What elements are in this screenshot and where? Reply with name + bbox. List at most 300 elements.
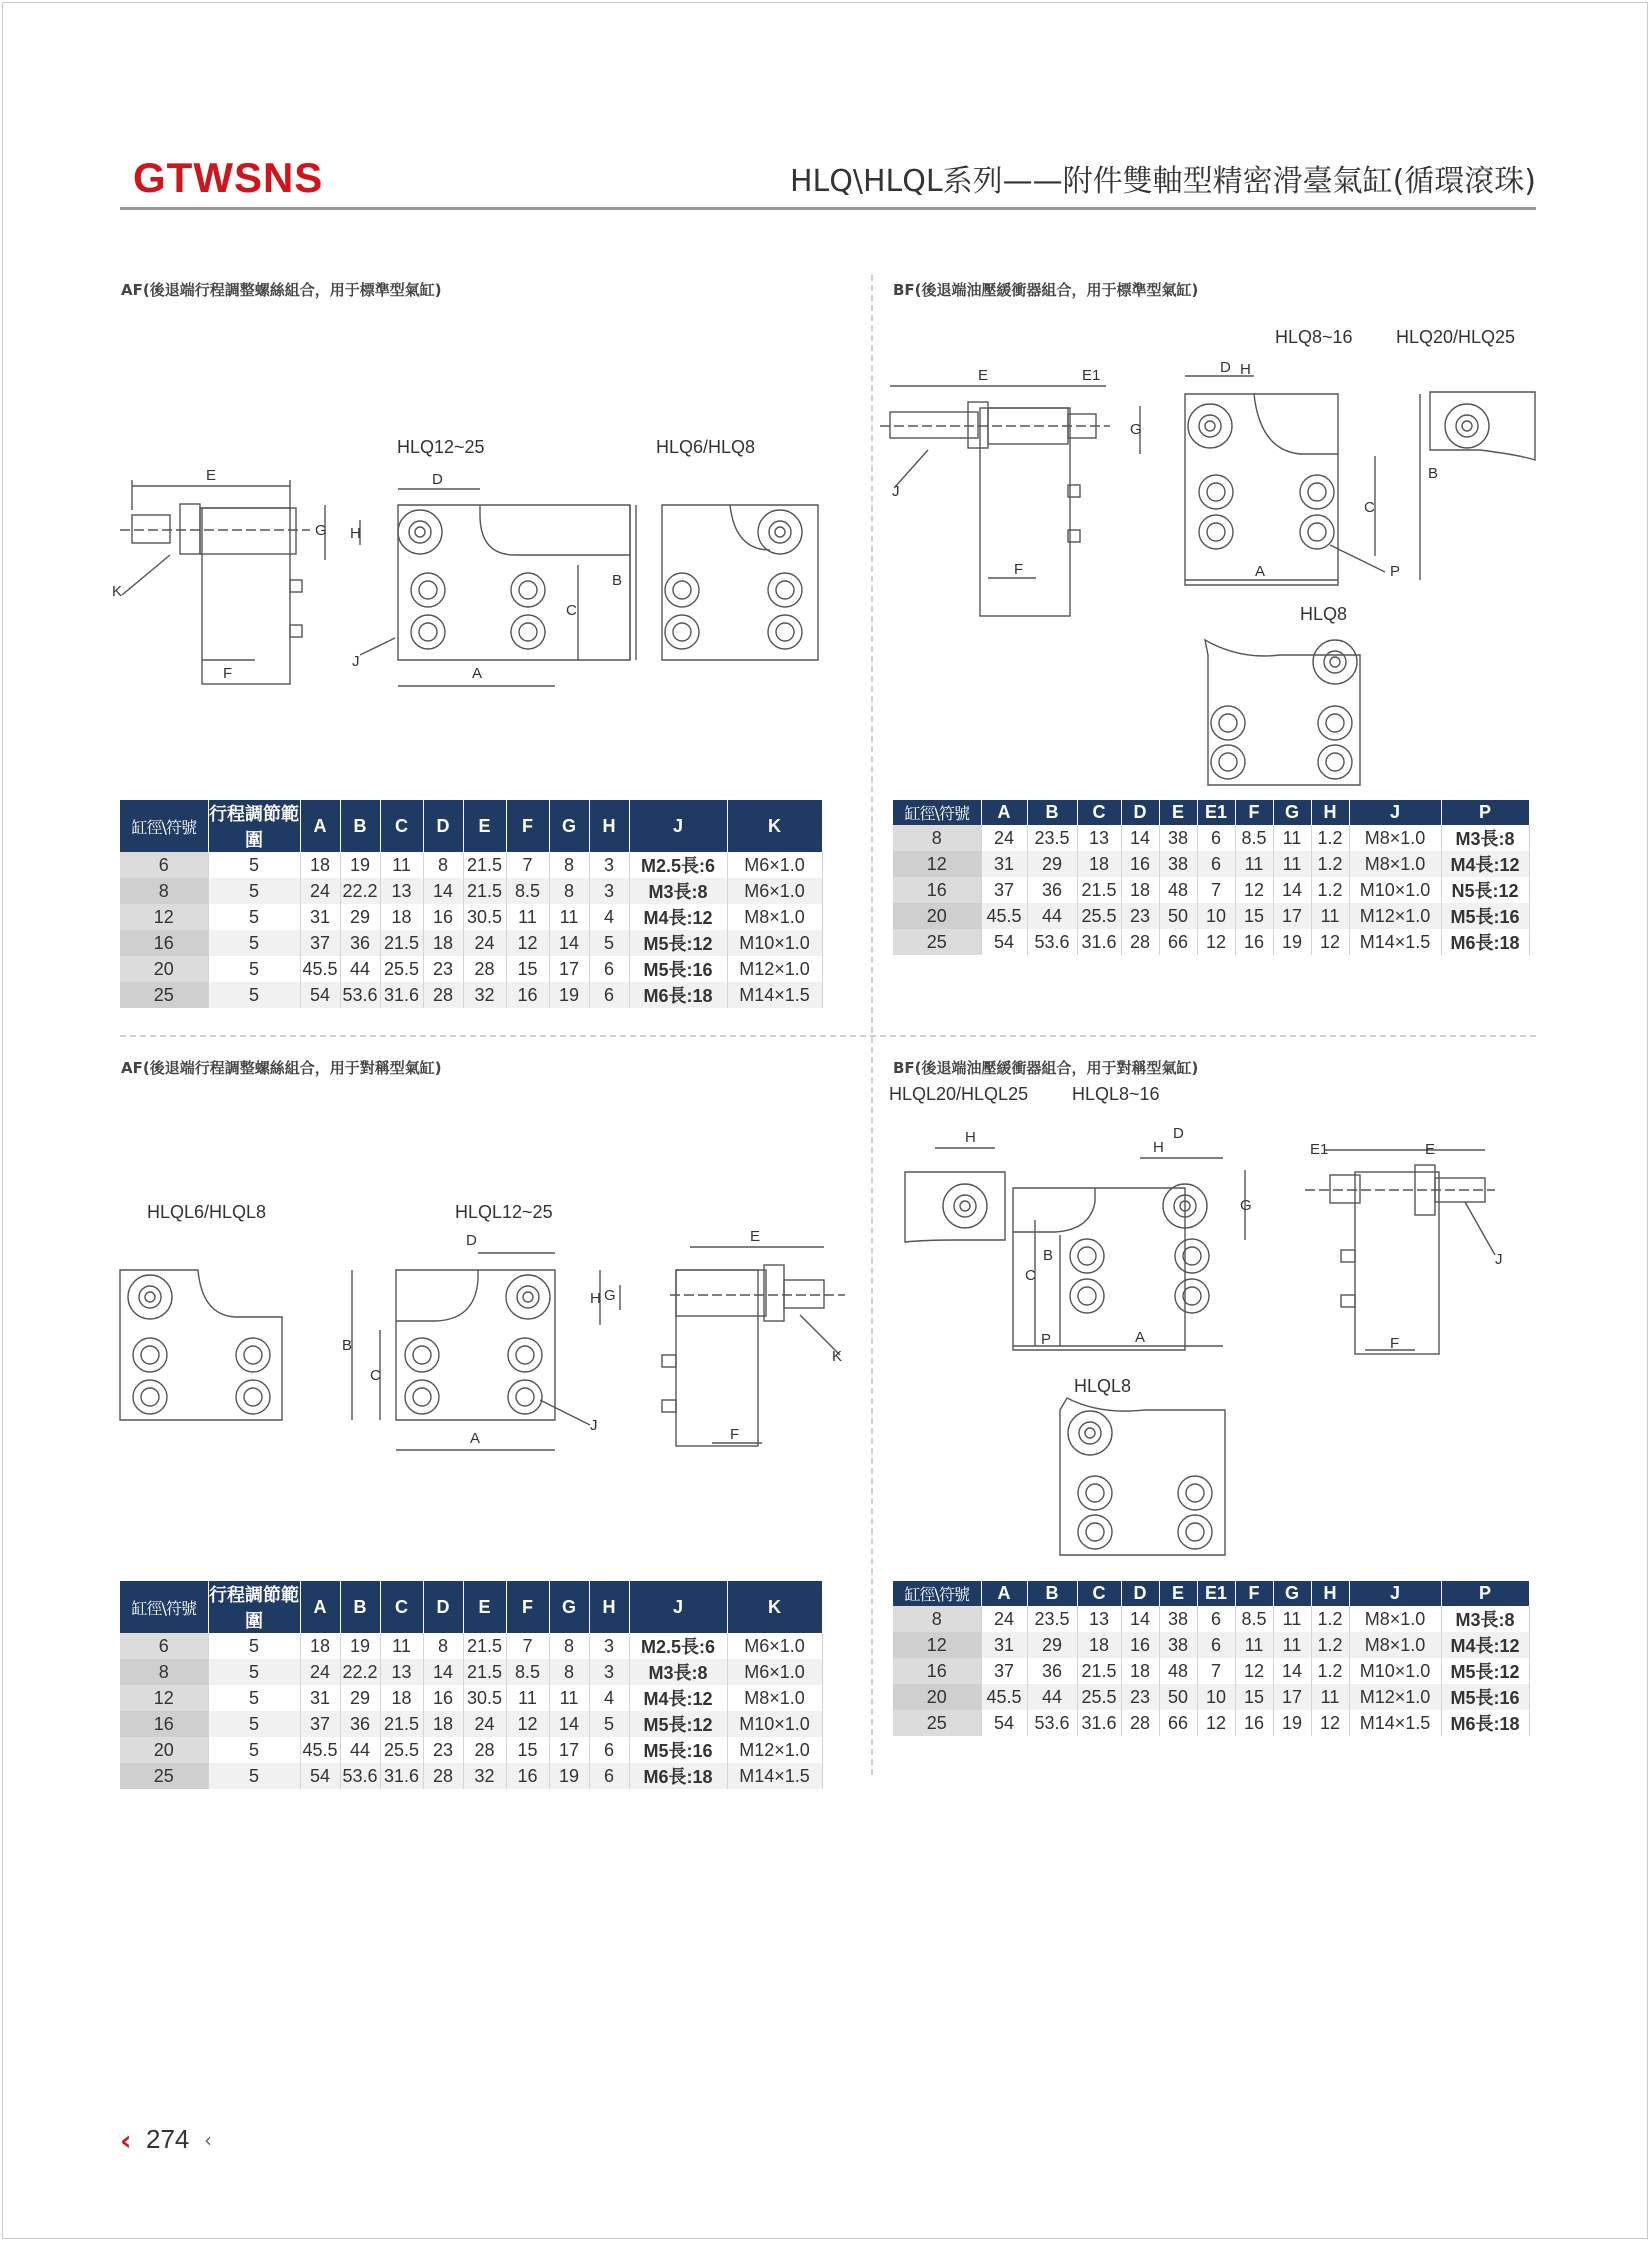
table-cell: 24 — [463, 1711, 506, 1737]
table-cell: 6 — [1197, 1632, 1235, 1658]
table-cell: 32 — [463, 1763, 506, 1789]
column-header: A — [981, 800, 1027, 825]
table-cell: 8.5 — [1235, 1606, 1273, 1632]
table-cell: 17 — [1273, 1684, 1311, 1710]
dim-letter: B — [1428, 465, 1439, 482]
table-cell: M12×1.0 — [1349, 903, 1441, 929]
table-cell: 18 — [1077, 1632, 1121, 1658]
table-cell: 23 — [1121, 1684, 1159, 1710]
table-cell: 5 — [589, 1711, 629, 1737]
table-cell: 37 — [300, 1711, 340, 1737]
bf-symmetric-drawing — [895, 1110, 1545, 1570]
table-cell: 23 — [423, 1737, 463, 1763]
drawing-label: HLQ20/HLQ25 — [1396, 327, 1516, 347]
table-cell: 21.5 — [463, 878, 506, 904]
table-cell: 11 — [1273, 825, 1311, 851]
table-cell: 16 — [120, 930, 208, 956]
table-row — [893, 903, 1529, 929]
table-cell: 6 — [1197, 825, 1235, 851]
table-cell: 4 — [589, 904, 629, 930]
table-cell: 18 — [1121, 1658, 1159, 1684]
table-cell: 18 — [423, 1711, 463, 1737]
table-cell: 15 — [1235, 1684, 1273, 1710]
table-cell: 20 — [120, 956, 208, 982]
column-header: J — [629, 1581, 727, 1633]
table-cell: 1.2 — [1311, 1658, 1349, 1684]
column-header: D — [423, 1581, 463, 1633]
table-cell: M6長:18 — [1441, 1710, 1529, 1736]
table-cell: 29 — [340, 904, 380, 930]
table-cell: 48 — [1159, 877, 1197, 903]
table-cell: 14 — [1273, 1658, 1311, 1684]
dim-letter: K — [112, 583, 123, 600]
table-cell: 5 — [208, 1763, 300, 1789]
table-cell: 28 — [423, 1763, 463, 1789]
table-cell: 3 — [589, 1633, 629, 1659]
table-cell: 19 — [549, 982, 589, 1008]
table-cell: 11 — [380, 852, 423, 878]
table-cell: 5 — [208, 1711, 300, 1737]
table-cell: 36 — [1027, 877, 1077, 903]
table-cell: M6×1.0 — [727, 1659, 822, 1685]
table-cell: 8 — [120, 878, 208, 904]
column-header: F — [506, 1581, 549, 1633]
table-cell: M14×1.5 — [727, 982, 822, 1008]
table-cell: 23 — [423, 956, 463, 982]
table-cell: 3 — [589, 878, 629, 904]
table-cell: 11 — [1273, 851, 1311, 877]
table-cell: 32 — [463, 982, 506, 1008]
dim-letter: A — [470, 1430, 481, 1447]
table-cell: 21.5 — [463, 1633, 506, 1659]
column-header: F — [506, 800, 549, 852]
column-header: E1 — [1197, 800, 1235, 825]
table-cell: M14×1.5 — [1349, 929, 1441, 955]
table-cell: 17 — [1273, 903, 1311, 929]
table-cell: 11 — [1273, 1606, 1311, 1632]
table-cell: M8×1.0 — [1349, 1606, 1441, 1632]
table-cell: M10×1.0 — [727, 930, 822, 956]
table-cell: 5 — [208, 904, 300, 930]
table-cell: 45.5 — [981, 903, 1027, 929]
af-standard-drawing — [110, 460, 850, 700]
dim-letter: D — [466, 1232, 477, 1249]
column-header: K — [727, 1581, 822, 1633]
table-cell: 14 — [1121, 825, 1159, 851]
table-cell: 18 — [300, 852, 340, 878]
dim-letter: E — [206, 467, 217, 484]
table-cell: 11 — [1235, 1632, 1273, 1658]
dim-letter: F — [1390, 1335, 1400, 1352]
table-cell: 50 — [1159, 1684, 1197, 1710]
table-cell: M8×1.0 — [1349, 825, 1441, 851]
table-cell: 16 — [1121, 1632, 1159, 1658]
table-cell: 12 — [506, 930, 549, 956]
table-cell: 19 — [549, 1763, 589, 1789]
table-cell: 19 — [1273, 929, 1311, 955]
table-cell: 8.5 — [506, 878, 549, 904]
table-cell: 23.5 — [1027, 1606, 1077, 1632]
table-cell: 25.5 — [380, 956, 423, 982]
table-cell: 20 — [893, 903, 981, 929]
table-cell: 16 — [1235, 929, 1273, 955]
table-cell: 12 — [1197, 929, 1235, 955]
table-cell: 12 — [120, 1685, 208, 1711]
table-cell: 5 — [208, 956, 300, 982]
table-cell: 8 — [893, 825, 981, 851]
table-row — [120, 956, 822, 982]
table-cell: 25 — [893, 929, 981, 955]
column-header: B — [340, 800, 380, 852]
drawing-label: HLQ8 — [1300, 604, 1348, 624]
table-cell: 29 — [340, 1685, 380, 1711]
column-header: E — [1159, 1581, 1197, 1606]
table-cell: M12×1.0 — [727, 956, 822, 982]
table-cell: M12×1.0 — [1349, 1684, 1441, 1710]
table-cell: 8 — [893, 1606, 981, 1632]
table-cell: 12 — [120, 904, 208, 930]
table-cell: 44 — [340, 956, 380, 982]
table-cell: 23 — [1121, 903, 1159, 929]
spec-table — [120, 800, 823, 1008]
drawing-label: HLQL12~25 — [455, 1202, 553, 1222]
table-cell: 37 — [300, 930, 340, 956]
dim-letter: G — [1240, 1197, 1252, 1214]
column-header: B — [340, 1581, 380, 1633]
table-cell: 6 — [1197, 1606, 1235, 1632]
column-header: A — [300, 800, 340, 852]
table-cell: 5 — [589, 930, 629, 956]
table-cell: 8 — [423, 852, 463, 878]
table-cell: 29 — [1027, 1632, 1077, 1658]
column-header: 缸徑\符號 — [893, 800, 981, 825]
dim-letter: D — [1220, 359, 1231, 376]
table-cell: 38 — [1159, 825, 1197, 851]
column-header: C — [1077, 1581, 1121, 1606]
dim-letter: A — [1255, 563, 1266, 580]
column-header: C — [380, 800, 423, 852]
table-cell: 28 — [423, 982, 463, 1008]
table-row — [893, 1684, 1529, 1710]
table-cell: 24 — [300, 878, 340, 904]
table-row — [893, 1658, 1529, 1684]
column-header: E1 — [1197, 1581, 1235, 1606]
column-header: D — [1121, 800, 1159, 825]
table-cell: 12 — [1311, 929, 1349, 955]
table-cell: M2.5長:6 — [629, 852, 727, 878]
table-cell: 44 — [1027, 1684, 1077, 1710]
column-header: F — [1235, 1581, 1273, 1606]
table-cell: M6長:18 — [1441, 929, 1529, 955]
table-row — [120, 1633, 822, 1659]
table-cell: M4長:12 — [629, 904, 727, 930]
table-cell: 28 — [463, 1737, 506, 1763]
table-cell: 21.5 — [380, 930, 423, 956]
dim-letter: G — [604, 1287, 616, 1304]
table-cell: 22.2 — [340, 1659, 380, 1685]
dim-letter: C — [1364, 499, 1375, 516]
column-header: H — [1311, 800, 1349, 825]
column-header: F — [1235, 800, 1273, 825]
table-row — [893, 929, 1529, 955]
column-header: H — [1311, 1581, 1349, 1606]
table-cell: 25.5 — [1077, 1684, 1121, 1710]
table-cell: M4長:12 — [1441, 1632, 1529, 1658]
table-cell: 8 — [549, 878, 589, 904]
table-row — [893, 1710, 1529, 1736]
table-cell: 36 — [340, 930, 380, 956]
table-cell: 15 — [1235, 903, 1273, 929]
table-cell: M10×1.0 — [727, 1711, 822, 1737]
column-header: D — [423, 800, 463, 852]
table-cell: 3 — [589, 852, 629, 878]
table-cell: 13 — [1077, 825, 1121, 851]
table-cell: M14×1.5 — [1349, 1710, 1441, 1736]
table-cell: 5 — [208, 1737, 300, 1763]
column-header: A — [300, 1581, 340, 1633]
table-cell: 21.5 — [1077, 1658, 1121, 1684]
table-cell: 11 — [1311, 1684, 1349, 1710]
dim-letter: B — [612, 572, 623, 589]
table-cell: 37 — [981, 1658, 1027, 1684]
table-row — [120, 1659, 822, 1685]
dim-letter: C — [1025, 1267, 1036, 1284]
table-cell: M3長:8 — [629, 878, 727, 904]
table-cell: 31 — [300, 1685, 340, 1711]
column-header: 行程調節範圍 — [208, 800, 300, 852]
table-cell: 31.6 — [1077, 929, 1121, 955]
dim-letter: F — [1014, 561, 1024, 578]
table-cell: 66 — [1159, 929, 1197, 955]
table-cell: 48 — [1159, 1658, 1197, 1684]
table-cell: M4長:12 — [1441, 851, 1529, 877]
table-row — [893, 877, 1529, 903]
table-cell: 7 — [506, 852, 549, 878]
table-cell: 36 — [340, 1711, 380, 1737]
table-row — [893, 851, 1529, 877]
table-cell: 6 — [120, 852, 208, 878]
drawing-label: HLQ12~25 — [397, 437, 485, 457]
table-cell: M5長:16 — [1441, 903, 1529, 929]
table-cell: 5 — [208, 1633, 300, 1659]
table-cell: 38 — [1159, 1632, 1197, 1658]
column-header: J — [629, 800, 727, 852]
table-cell: 11 — [549, 904, 589, 930]
table-cell: M3長:8 — [629, 1659, 727, 1685]
table-cell: 18 — [380, 904, 423, 930]
table-cell: 16 — [893, 877, 981, 903]
table-cell: 14 — [423, 878, 463, 904]
dim-letter: E — [978, 367, 989, 384]
table-cell: 6 — [120, 1633, 208, 1659]
table-cell: 45.5 — [300, 1737, 340, 1763]
dim-letter: P — [1390, 563, 1401, 580]
table-cell: 18 — [423, 930, 463, 956]
column-header: G — [1273, 1581, 1311, 1606]
table-cell: 31.6 — [380, 982, 423, 1008]
table-cell: 10 — [1197, 1684, 1235, 1710]
table-cell: M8×1.0 — [727, 1685, 822, 1711]
column-header: K — [727, 800, 822, 852]
table-cell: 44 — [1027, 903, 1077, 929]
dim-letter: D — [432, 471, 443, 488]
table-cell: 19 — [340, 852, 380, 878]
drawing-label: HLQL8~16 — [1072, 1084, 1160, 1104]
vertical-divider — [871, 275, 873, 1775]
table-cell: 31.6 — [380, 1763, 423, 1789]
table-cell: 16 — [423, 904, 463, 930]
column-header: 缸徑\符號 — [120, 1581, 208, 1633]
dim-letter: J — [590, 1417, 598, 1434]
table-cell: 31 — [981, 851, 1027, 877]
table-cell: 25 — [893, 1710, 981, 1736]
table-cell: 28 — [1121, 929, 1159, 955]
table-cell: 38 — [1159, 851, 1197, 877]
table-cell: 23.5 — [1027, 825, 1077, 851]
table-cell: 16 — [120, 1711, 208, 1737]
table-cell: M8×1.0 — [1349, 851, 1441, 877]
table-cell: 11 — [506, 904, 549, 930]
table-cell: 7 — [1197, 877, 1235, 903]
table-cell: 45.5 — [981, 1684, 1027, 1710]
table-cell: 21.5 — [463, 1659, 506, 1685]
table-row — [893, 1606, 1529, 1632]
column-header: D — [1121, 1581, 1159, 1606]
table-cell: 7 — [1197, 1658, 1235, 1684]
dim-letter: C — [370, 1367, 381, 1384]
column-header: C — [1077, 800, 1121, 825]
table-cell: 53.6 — [1027, 1710, 1077, 1736]
table-cell: 45.5 — [300, 956, 340, 982]
table-cell: 6 — [589, 956, 629, 982]
table-cell: 31.6 — [1077, 1710, 1121, 1736]
table-cell: 8 — [423, 1633, 463, 1659]
table-cell: 17 — [549, 956, 589, 982]
spec-table — [120, 1581, 823, 1789]
table-cell: M5長:12 — [1441, 1658, 1529, 1684]
dim-letter: E1 — [1082, 367, 1101, 384]
column-header: H — [589, 800, 629, 852]
column-header: C — [380, 1581, 423, 1633]
drawing-label: HLQL8 — [1074, 1376, 1132, 1396]
section-caption: BF(後退端油壓緩衝器組合，用于標準型氣缸) — [893, 281, 1199, 299]
table-cell: 6 — [589, 1763, 629, 1789]
dim-letter: H — [965, 1129, 976, 1146]
table-cell: 5 — [208, 930, 300, 956]
dim-letter: F — [223, 665, 233, 682]
table-cell: 13 — [380, 1659, 423, 1685]
table-cell: 50 — [1159, 903, 1197, 929]
column-header: P — [1441, 1581, 1529, 1606]
dim-letter: D — [1173, 1125, 1184, 1142]
table-cell: 7 — [506, 1633, 549, 1659]
table-cell: 13 — [1077, 1606, 1121, 1632]
table-cell: 25.5 — [380, 1737, 423, 1763]
table-cell: 25 — [120, 1763, 208, 1789]
column-header: G — [1273, 800, 1311, 825]
table-cell: 28 — [463, 956, 506, 982]
section-caption: AF(後退端行程調整螺絲組合，用于標準型氣缸) — [121, 281, 442, 299]
table-cell: 21.5 — [463, 852, 506, 878]
table-cell: 15 — [506, 1737, 549, 1763]
column-header: 缸徑\符號 — [120, 800, 208, 852]
page-title: HLQ\HLQL系列——附件雙軸型精密滑臺氣缸(循環滾珠) — [789, 164, 1536, 199]
spec-table — [893, 800, 1530, 955]
column-header: E — [463, 800, 506, 852]
dim-letter: K — [832, 1348, 843, 1365]
bf-standard-drawing — [880, 350, 1540, 790]
table-cell: 20 — [120, 1737, 208, 1763]
table-cell: M10×1.0 — [1349, 1658, 1441, 1684]
dim-letter: E1 — [1310, 1141, 1329, 1158]
table-cell: M4長:12 — [629, 1685, 727, 1711]
af-symmetric-drawing — [110, 1225, 850, 1465]
table-cell: 36 — [1027, 1658, 1077, 1684]
table-cell: 21.5 — [380, 1711, 423, 1737]
dim-letter: H — [1153, 1139, 1164, 1156]
table-cell: 12 — [506, 1711, 549, 1737]
dim-letter: B — [1043, 1247, 1054, 1264]
table-cell: 1.2 — [1311, 1606, 1349, 1632]
column-header: J — [1349, 1581, 1441, 1606]
table-cell: M12×1.0 — [727, 1737, 822, 1763]
table-row — [120, 1685, 822, 1711]
dim-letter: J — [1495, 1251, 1503, 1268]
table-cell: 8 — [549, 852, 589, 878]
table-cell: 53.6 — [1027, 929, 1077, 955]
dim-letter: A — [472, 665, 483, 682]
table-cell: 16 — [506, 982, 549, 1008]
table-cell: 12 — [1311, 1710, 1349, 1736]
column-header: J — [1349, 800, 1441, 825]
table-cell: 19 — [340, 1633, 380, 1659]
table-cell: 11 — [1273, 1632, 1311, 1658]
table-cell: 6 — [1197, 851, 1235, 877]
table-cell: 14 — [423, 1659, 463, 1685]
table-cell: 18 — [380, 1685, 423, 1711]
table-cell: 22.2 — [340, 878, 380, 904]
prev-page-icon: ‹ — [120, 2124, 132, 2157]
table-cell: 12 — [893, 1632, 981, 1658]
table-cell: 17 — [549, 1737, 589, 1763]
table-cell: M3長:8 — [1441, 1606, 1529, 1632]
table-cell: 11 — [1311, 903, 1349, 929]
table-cell: 6 — [589, 1737, 629, 1763]
table-cell: 12 — [1235, 877, 1273, 903]
table-cell: 16 — [1121, 851, 1159, 877]
table-cell: M2.5長:6 — [629, 1633, 727, 1659]
dim-letter: J — [892, 483, 900, 500]
table-cell: 37 — [981, 877, 1027, 903]
table-row — [893, 825, 1529, 851]
table-cell: M6×1.0 — [727, 1633, 822, 1659]
dim-letter: H — [590, 1290, 601, 1307]
table-cell: 29 — [1027, 851, 1077, 877]
table-cell: 5 — [208, 1659, 300, 1685]
table-cell: M5長:16 — [629, 1737, 727, 1763]
table-cell: 5 — [208, 982, 300, 1008]
brand-logo: GTWSNS — [133, 154, 324, 201]
column-header: P — [1441, 800, 1529, 825]
column-header: B — [1027, 1581, 1077, 1606]
table-cell: 14 — [1121, 1606, 1159, 1632]
table-cell: 11 — [380, 1633, 423, 1659]
table-cell: M8×1.0 — [727, 904, 822, 930]
header-rule — [120, 207, 1536, 210]
table-cell: 4 — [589, 1685, 629, 1711]
dim-letter: E — [1425, 1141, 1436, 1158]
table-cell: M5長:16 — [629, 956, 727, 982]
